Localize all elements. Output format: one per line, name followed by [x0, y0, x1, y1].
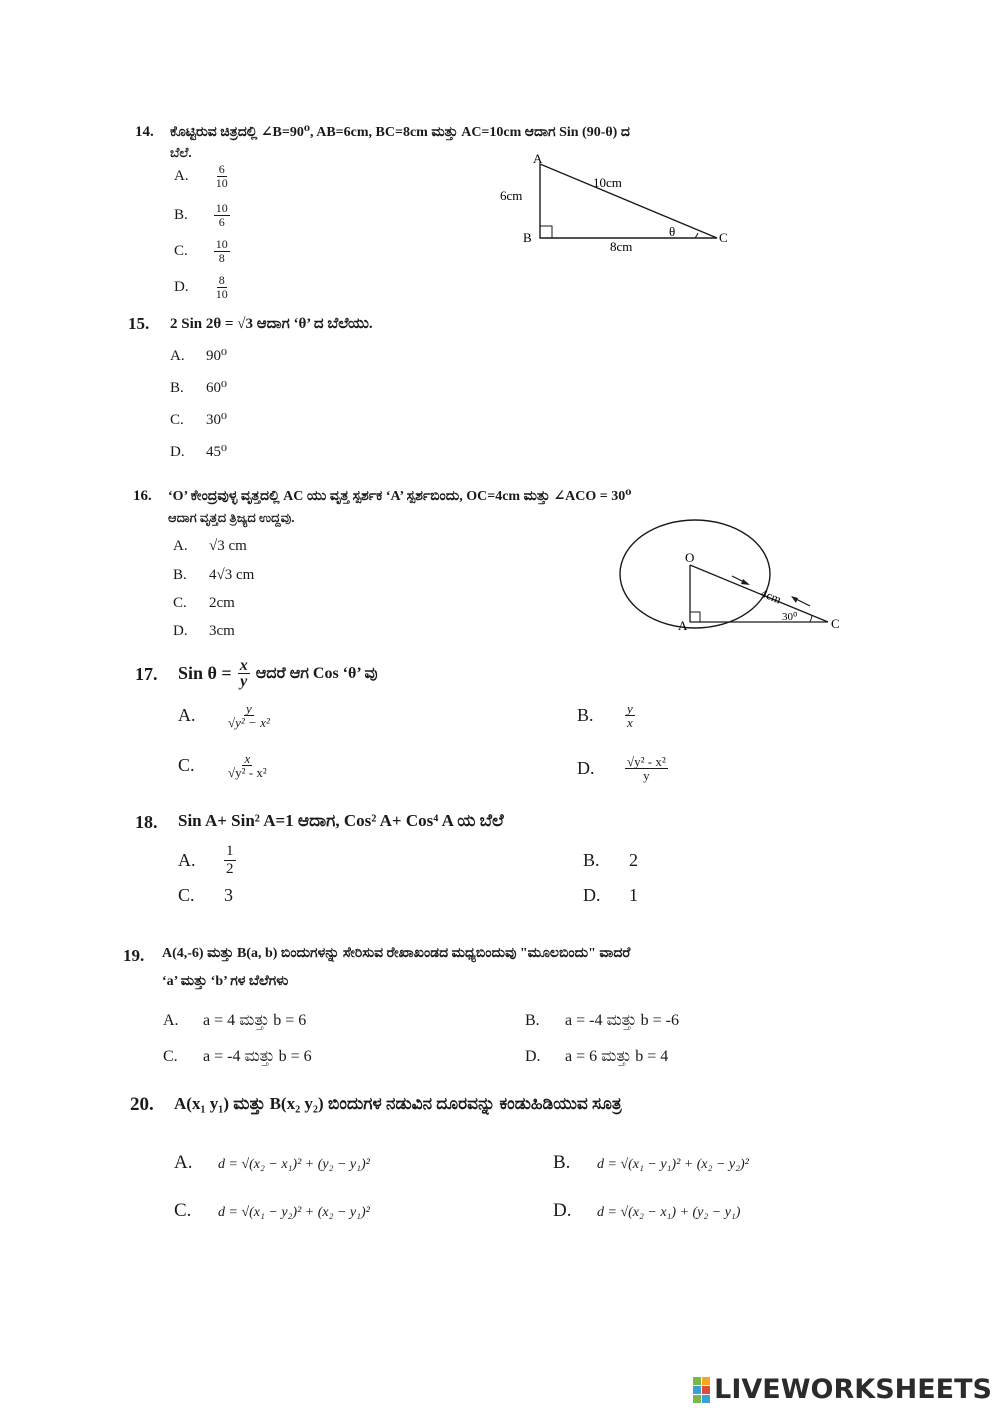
label-a: A: [533, 151, 543, 166]
q20-text: A(x₁ y₁) ಮತ್ತು B(x₂ y₂) ಬಿಂದುಗಳ ನಡುವಿನ ದೂರವನ್ನು ಕಂಡುಹಿಡಿಯುವ ಸೂತ್ರ: [174, 1094, 622, 1113]
q15-option-b[interactable]: B. 60⁰: [170, 380, 228, 396]
option-fraction: $\frac{10}{8}$: [215, 237, 228, 265]
q14-number: 14.: [135, 124, 154, 140]
watermark-text: LIVEWORKSHEETS: [714, 1374, 992, 1405]
q20-option-c[interactable]: C. d = √(x₁ − y₂)² + (x₂ − y₁)²: [174, 1200, 370, 1221]
q16-option-a[interactable]: A. √3 cm: [173, 538, 247, 554]
q20-option-a[interactable]: A. d = √(x₂ − x₁)² + (y₂ − y₁)²: [174, 1152, 370, 1173]
q16-option-c[interactable]: C. 2cm: [173, 595, 235, 611]
q16-option-b[interactable]: B. 4√3 cm: [173, 567, 255, 583]
label-c: C: [831, 616, 840, 631]
label-oc: 4cm: [758, 585, 784, 607]
q18-number: 18.: [135, 812, 158, 832]
q18-text: Sin A+ Sin² A=1 ಆದಾಗ, Cos² A+ Cos⁴ A ಯ ಬೆಲೆ: [178, 811, 504, 830]
q19-option-c[interactable]: C. a = -4 ಮತ್ತು b = 6: [163, 1048, 312, 1065]
q14-option-d[interactable]: [174, 274, 230, 301]
q15-text: 2 Sin 2θ = √3 ಆದಾಗ ‘θ’ ದ ಬೆಲೆಯು.: [170, 316, 373, 332]
q14-text-line1: ಕೊಟ್ಟಿರುವ ಚಿತ್ರದಲ್ಲಿ ∠B=90⁰, AB=6cm, BC=8cm ಮತ್ತು AC=10cm ಆದಾಗ Sin (90-θ) ದ: [170, 125, 630, 140]
q18-option-a[interactable]: A. $\frac{1}{2}$: [178, 843, 234, 877]
label-c: C: [719, 230, 728, 245]
q16-option-d[interactable]: D. 3cm: [173, 623, 235, 639]
option-fraction: $\frac{10}{6}$: [215, 201, 228, 229]
label-theta: θ: [669, 224, 676, 239]
q14-option-a[interactable]: [174, 163, 230, 190]
option-letter: C.: [174, 242, 188, 259]
q14-triangle-figure: [495, 150, 745, 255]
q14-option-b[interactable]: [174, 202, 230, 229]
q15-option-d[interactable]: D. 45⁰: [170, 444, 228, 460]
label-bc: 8cm: [610, 239, 633, 254]
label-b: B: [523, 230, 532, 245]
q14-text-line2: ಬೆಲೆ.: [170, 145, 192, 160]
label-o: O: [685, 550, 695, 565]
q20-option-b[interactable]: B. d = √(x₁ − y₁)² + (x₂ − y₂)²: [553, 1152, 749, 1173]
q15-option-a[interactable]: A. 90⁰: [170, 348, 228, 364]
q18-option-b[interactable]: B. 2: [583, 850, 638, 870]
q18-option-d[interactable]: D. 1: [583, 885, 638, 905]
option-letter: B.: [174, 206, 188, 223]
q17-option-d[interactable]: D. $\frac{\text{√y² - x²}}{y}$: [577, 754, 666, 783]
q17-option-b[interactable]: B. $\frac{y}{x}$: [577, 701, 633, 730]
option-letter: D.: [174, 278, 189, 295]
q20-number: 20.: [130, 1094, 154, 1115]
q18-option-c[interactable]: C. 3: [178, 885, 233, 905]
label-a: A: [678, 618, 688, 633]
option-letter: A.: [174, 167, 189, 184]
q19-text-line2: ‘a’ ಮತ್ತು ‘b’ ಗಳ ಬೆಲೆಗಳು: [162, 974, 289, 989]
q14-option-c[interactable]: [174, 238, 230, 265]
q16-circle-figure: [610, 518, 850, 636]
option-fraction: $\frac{6}{10}$: [215, 162, 228, 190]
q16-number: 16.: [133, 488, 152, 504]
q19-number: 19.: [123, 946, 145, 965]
q15-number: 15.: [128, 314, 150, 333]
label-angle: 30⁰: [782, 611, 798, 623]
q17-option-c[interactable]: C. $\frac{x}{\text{√y² - x²}}$: [178, 751, 267, 780]
option-fraction: $\frac{8}{10}$: [215, 273, 228, 301]
q19-option-a[interactable]: A. a = 4 ಮತ್ತು b = 6: [163, 1012, 307, 1029]
q19-option-d[interactable]: D. a = 6 ಮತ್ತು b = 4: [525, 1048, 669, 1065]
label-ab: 6cm: [500, 188, 523, 203]
q20-option-d[interactable]: D. d = √(x₂ − x₁) + (y₂ − y₁): [553, 1200, 741, 1221]
q19-option-b[interactable]: B. a = -4 ಮತ್ತು b = -6: [525, 1012, 679, 1029]
label-ac: 10cm: [593, 175, 622, 190]
q17-text: Sin θ = $\frac{x}{y}$ ಆದರೆ ಆಗ Cos ‘θ’ ವು: [178, 657, 378, 690]
q17-number: 17.: [135, 664, 158, 684]
q15-option-c[interactable]: C. 30⁰: [170, 412, 228, 428]
q19-text-line1: A(4,-6) ಮತ್ತು B(a, b) ಬಿಂದುಗಳನ್ನು ಸೇರಿಸುವ ರೇಖಾಖಂಡದ ಮಧ್ಯಬಿಂದುವು "ಮೂಲಬಿಂದು" ವಾದರೆ: [162, 946, 631, 961]
q17-option-a[interactable]: A. $\frac{y}{\text{√y² − x²}}$: [178, 701, 270, 730]
liveworksheets-watermark[interactable]: [693, 1374, 992, 1405]
q16-text-line1: ‘O’ ಕೇಂದ್ರವುಳ್ಳ ವೃತ್ತದಲ್ಲಿ AC ಯು ವೃತ್ತ ಸ್ಪರ್ಶಕ ‘A’ ಸ್ಪರ್ಶಬಿಂದು, OC=4cm ಮತ್ತು ∠ACO = 30⁰: [168, 489, 632, 504]
liveworksheets-logo-icon: [693, 1377, 710, 1403]
q16-text-line2: ಆದಾಗ ವೃತ್ತದ ತ್ರಿಜ್ಯದ ಉದ್ದವು.: [168, 510, 295, 525]
